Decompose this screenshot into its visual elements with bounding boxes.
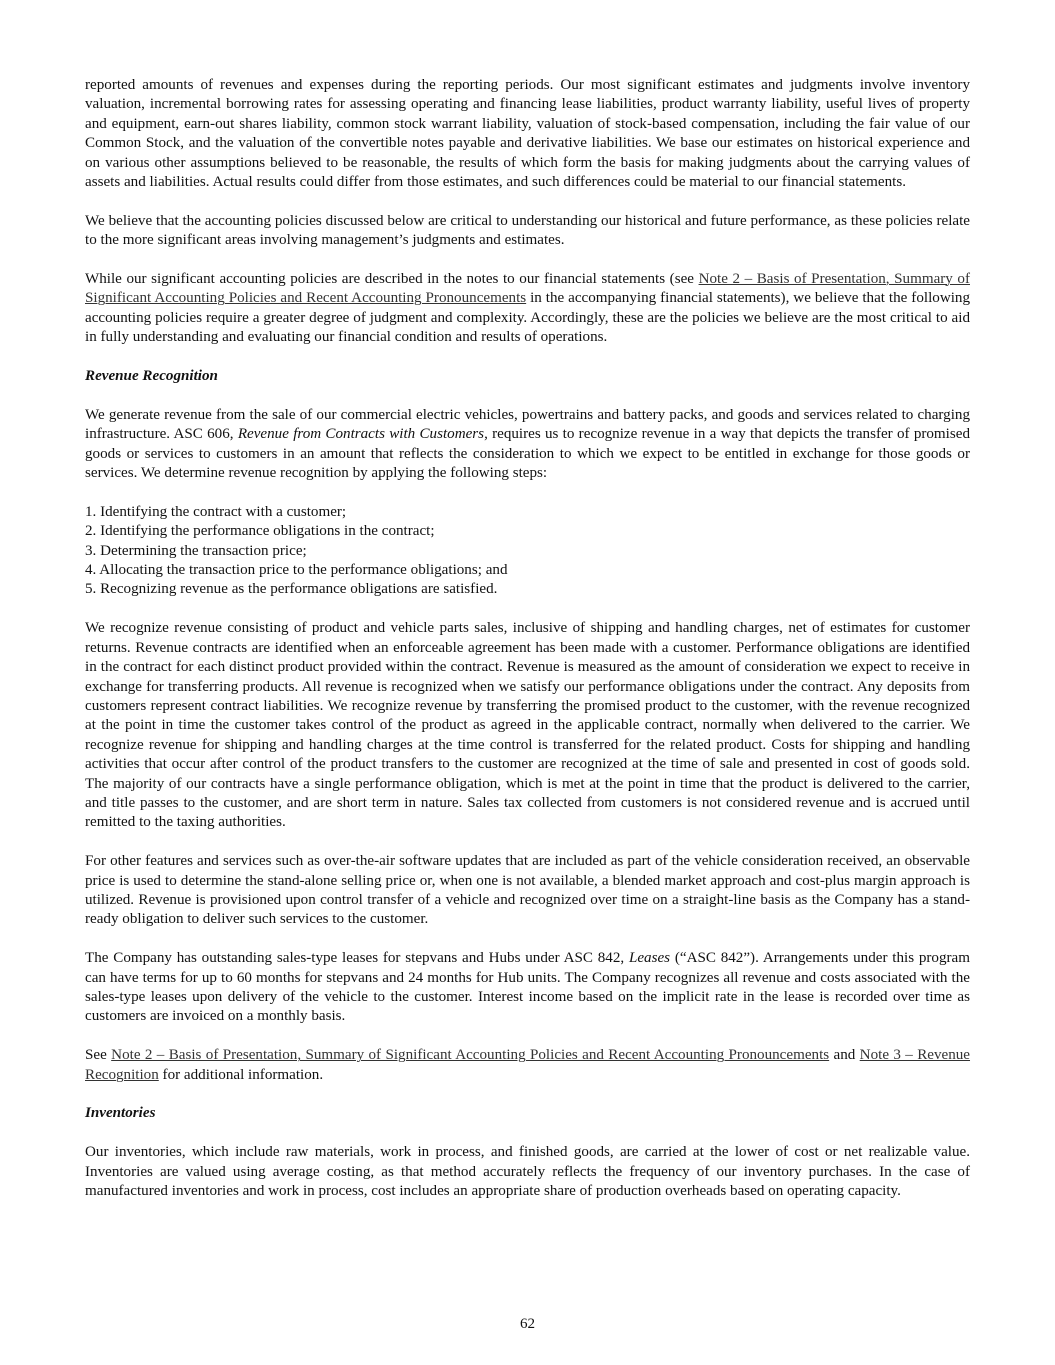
significant-policies-paragraph [85,270,970,348]
document-page [85,76,970,1221]
estimates-paragraph: reported amounts of revenues and expenses during the reporting periods. Our most significant estimates and judgments involve inventory valuation, incremental borrowing rates for assessing operating and financing lease liabilities, product warranty liability, useful lives of property and equipment, earn-out shares liability, common stock warrant liability, valuation of stock-based compensation, including the fair value of our Common Stock, and the valuation of the convertible notes payable and derivative liabilities. We base our estimates on historical experience and on various other assumptions believed to be reasonable, the results of which form the basis for making judgments about the carrying values of assets and liabilities. Actual results could differ from those estimates, and such differences could be material to our financial statements. [85,77,970,191]
revenue-recognition-heading: Revenue Recognition [85,368,218,385]
asc-606-title: Revenue from Contracts with Customers [237,426,485,443]
list-item: 4. Allocating the transaction price to the performance obligations; and [85,562,508,579]
revenue-intro-paragraph [85,406,970,484]
note-3-link[interactable]: Note 3 – Revenue Recognition [85,1047,971,1083]
text-span: We generate revenue from the sale of our commercial electric vehicles, powertrains and battery packs, and goods and services related to charging infrastructure. ASC 606, [85,406,970,443]
text-span: in the accompanying financial statements), we believe that the following accounting policies require a greater degree of judgment and complexity. Accordingly, these are the policies we believe are the most critical to aid in fully understanding and evaluating our financial condition and results of operations. [85,290,971,346]
text-span: for additional information. [158,1066,324,1083]
text-span: While our significant accounting policies are described in the notes to our financial statements (see [85,271,699,288]
text-span: The Company has outstanding sales-type leases for stepvans and Hubs under ASC 842, [85,950,629,967]
page-number: 62 [519,1316,536,1332]
text-span: (“ASC 842”). Arrangements under this program can have terms for up to 60 months for stepvans and 24 months for Hub units. The Company recognizes all revenue and costs associated with the sales-type leases upon delivery of the vehicle to the customer. Interest income based on the implicit rate in the lease is recorded over time as customers are invoiced on a monthly basis. [85,950,970,1025]
list-item: 3. Determining the transaction price; [85,542,307,559]
text-span: , requires us to recognize revenue in a way that depicts the transfer of promised goods or services to customers in an amount that reflects the consideration to which we expect to be entitled in exchange for those goods or services. We determine revenue recognition by applying the following steps: [85,426,970,482]
inventories-paragraph: Our inventories, which include raw materials, work in process, and finished goods, are carried at the lower of cost or net realizable value. Inventories are valued using average costing, as that method accurately reflects the frequency of our inventory purchases. In the case of manufactured inventories and work in process, cost includes an appropriate share of production overheads based on operating capacity. [85,1144,970,1199]
list-item: 5. Recognizing revenue as the performance obligations are satisfied. [85,581,498,598]
note-2-link[interactable]: Note 2 – Basis of Presentation, Summary of Significant Accounting Policies and Recent Accounting Pronouncements [111,1047,830,1064]
inventories-heading: Inventories [85,1105,156,1122]
asc-842-title: Leases [628,950,671,967]
product-revenue-paragraph: We recognize revenue consisting of product and vehicle parts sales, inclusive of shipping and handling charges, net of estimates for customer returns. Revenue contracts are identified when an enforceable agreement has been made with a customer. Performance obligations are identified in the contract for each distinct product provided within the contract. Revenue is measured as the amount of consideration we expect to receive in exchange for transferring products. All revenue is recognized when we satisfy our performance obligations under the contract. Any deposits from customers represent contract liabilities. We recognize revenue by transferring the promised product to the customer, with the revenue recognized at the point in time the customer takes control of the product as agreed in the applicable contract, normally when delivered to the carrier. We recognize revenue for shipping and handling charges at the time control is transferred for the related product. Costs for shipping and handling activities that occur after control of the product transfers to the customer are recognized at the time of sale and presented in cost of goods sold. The majority of our contracts have a single performance obligation, which is met at the point in time that the product is delivered to the carrier, and title passes to the customer, and are short term in nature. Sales tax collected from customers is not considered revenue and is accrued until remitted to the taxing authorities. [85,620,970,831]
revenue-steps-list [85,503,970,600]
text-span: and [829,1047,860,1064]
critical-policies-paragraph: We believe that the accounting policies discussed below are critical to understanding our historical and future performance, as these policies relate to the more significant areas involving management’s judgments and estimates. [85,212,970,249]
other-features-paragraph: For other features and services such as over-the-air software updates that are included as part of the vehicle consideration received, an observable price is used to determine the stand-alone selling price or, when one is not available, a blended market approach and cost-plus margin approach is utilized. Revenue is provisioned upon control transfer of a vehicle and recognized over time on a straight-line basis as the Company has a stand-ready obligation to deliver such services to the customer. [85,853,970,928]
list-item: 2. Identifying the performance obligations in the contract; [85,523,435,540]
text-span: See [85,1047,112,1064]
sales-type-leases-paragraph [85,949,970,1027]
note-2-link[interactable]: Note 2 – Basis of Presentation, Summary of Significant Accounting Policies and Recent Accounting Pronouncements [85,271,970,307]
see-notes-paragraph [85,1046,970,1085]
list-item: 1. Identifying the contract with a customer; [85,503,347,520]
